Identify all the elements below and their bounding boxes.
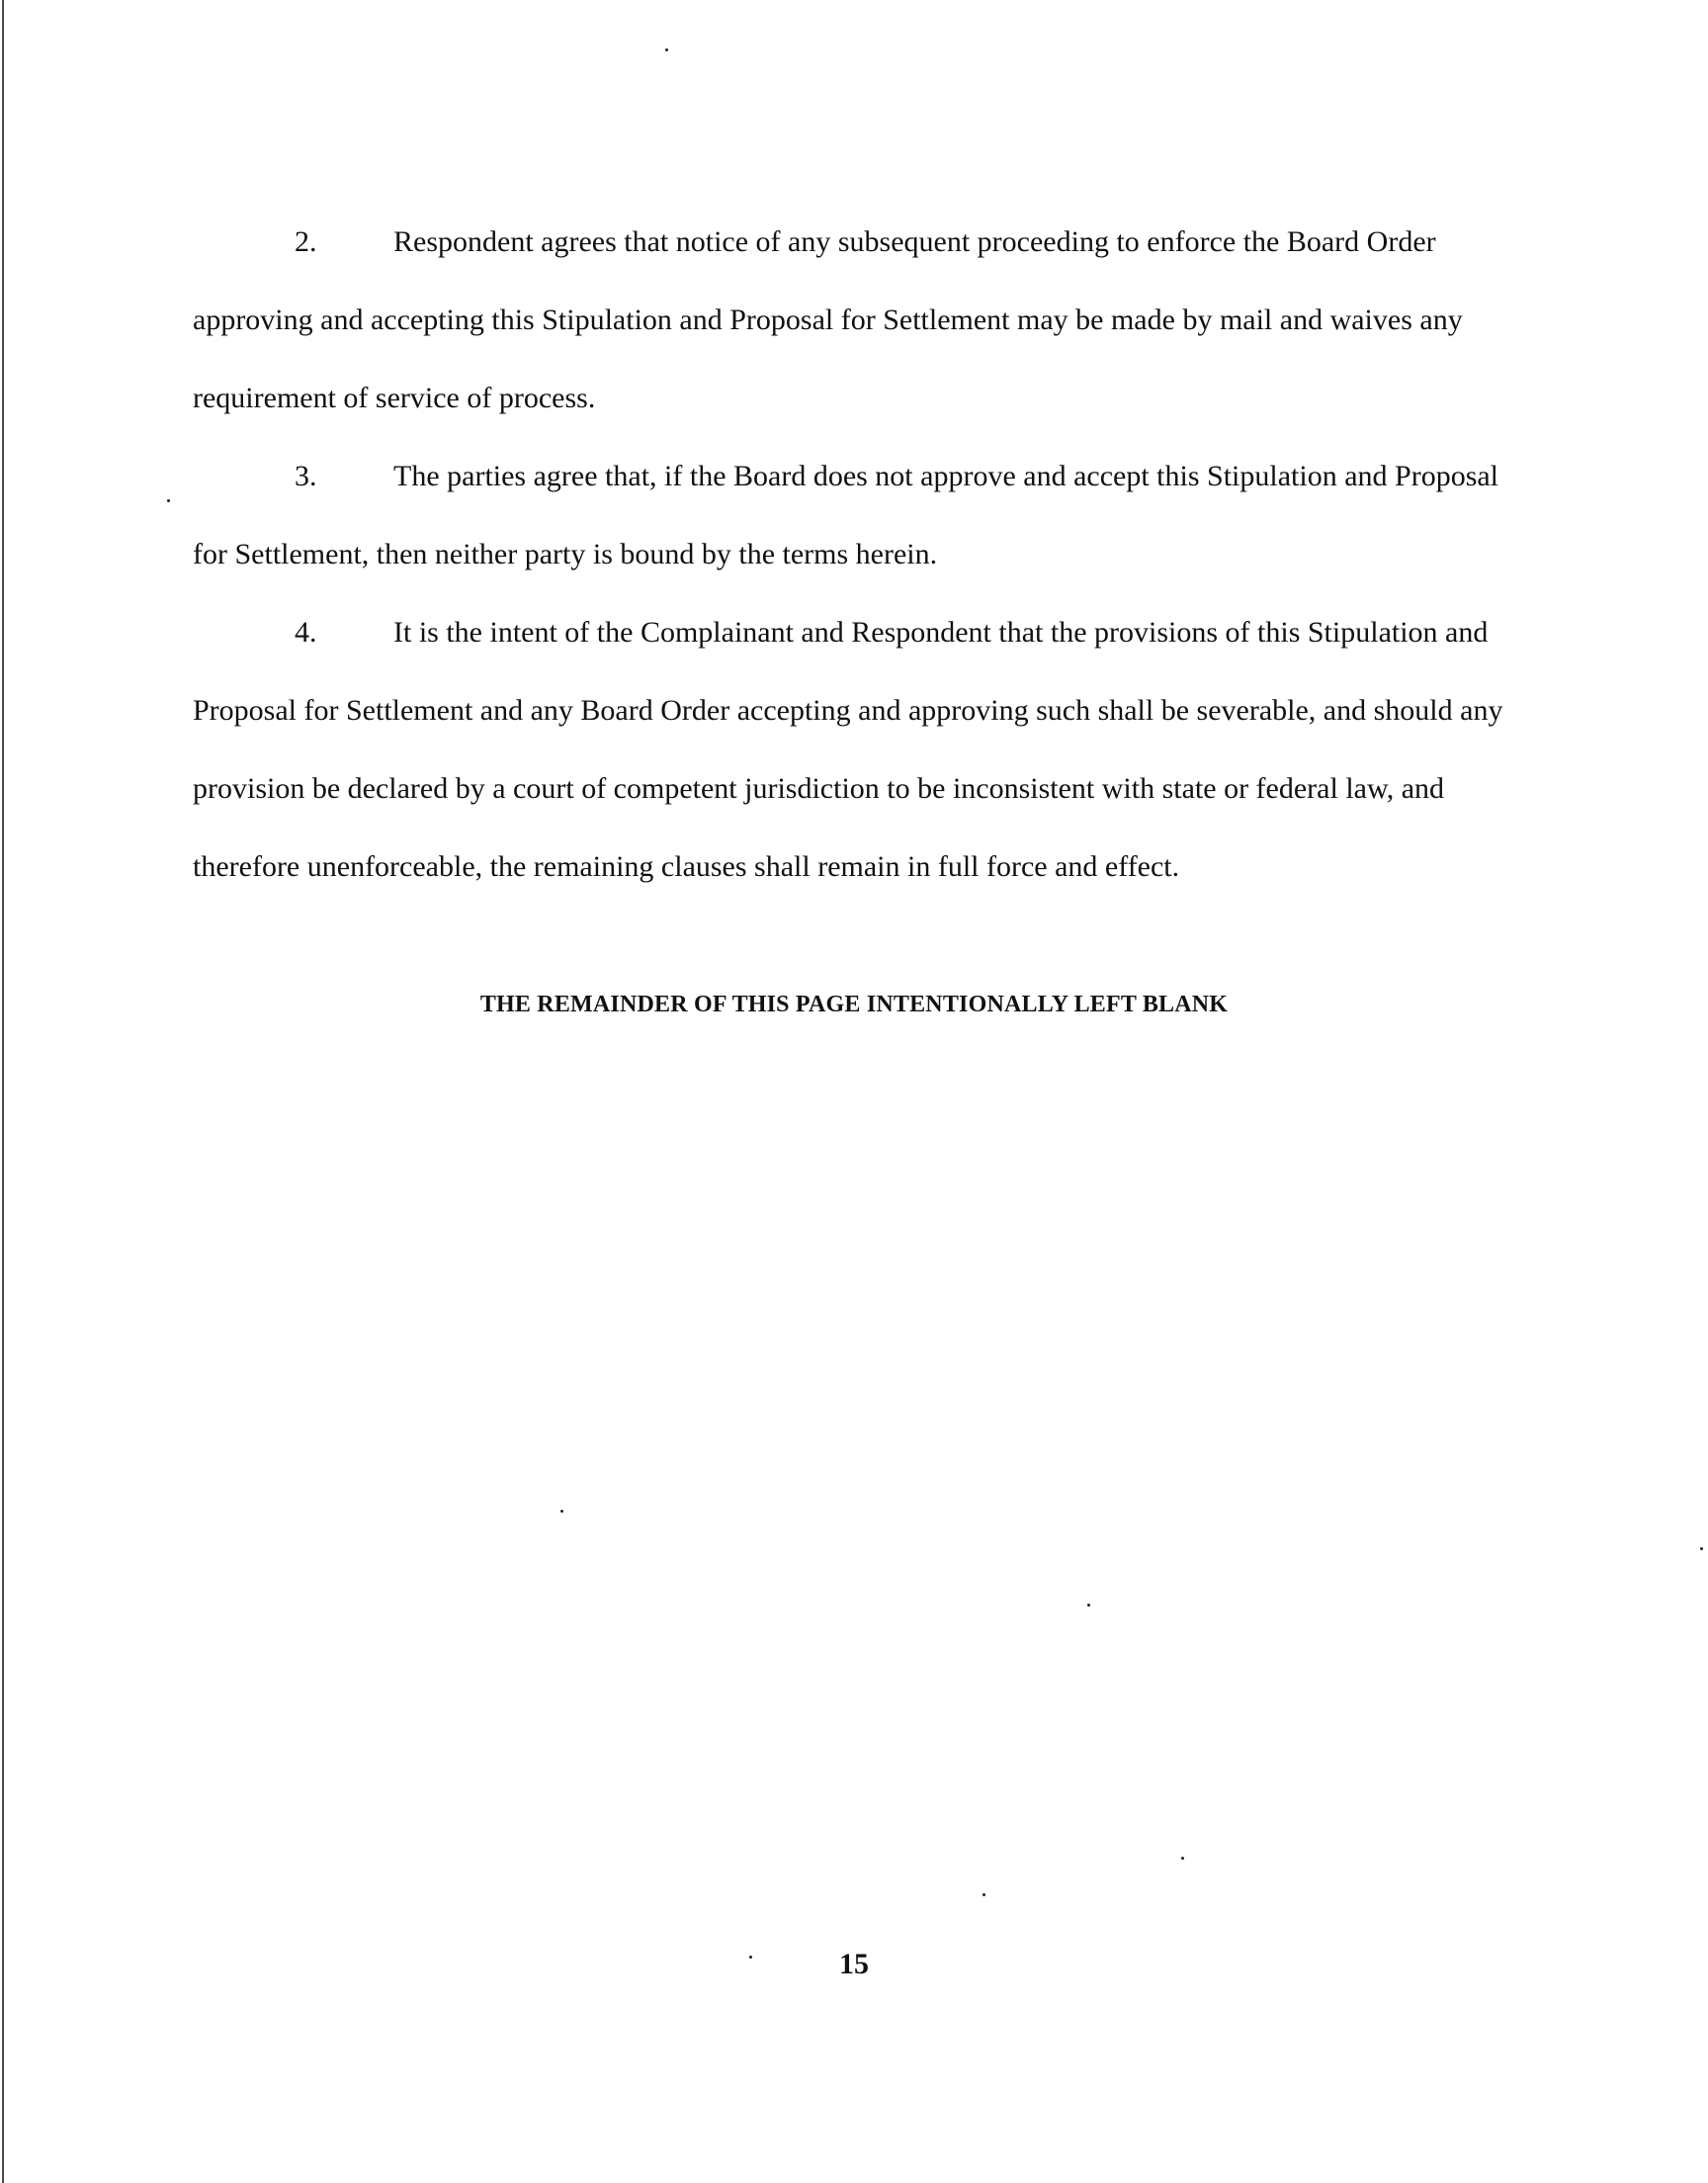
scan-speck bbox=[1181, 1857, 1184, 1860]
scan-speck bbox=[1087, 1604, 1090, 1607]
paragraph-2 bbox=[193, 203, 1507, 437]
scan-speck bbox=[749, 1956, 752, 1959]
paragraph-number: 4. bbox=[295, 616, 317, 649]
paragraph-text: It is the intent of the Complainant and Respondent that the provisions of this Stipulation and Proposal for Settlement and any Board Order accepting and approving such shall be severable, and should any provision be declared by a court of competent jurisdiction to be inconsistent with state or federal law, and therefore unenforceable, the remaining clauses shall remain in full force and effect. bbox=[193, 616, 1503, 883]
paragraph-text: The parties agree that, if the Board does not approve and accept this Stipulation and Proposal for Settlement, then neither party is bound by the terms herein. bbox=[193, 460, 1499, 570]
scan-speck bbox=[1700, 1547, 1703, 1550]
scan-speck bbox=[560, 1510, 563, 1513]
page-number: 15 bbox=[839, 1948, 869, 1980]
paragraph-number: 3. bbox=[295, 460, 317, 492]
scan-speck bbox=[167, 499, 170, 502]
intentionally-blank-notice: THE REMAINDER OF THIS PAGE INTENTIONALLY LEFT BLANK bbox=[479, 992, 1229, 1017]
paragraph-text: Respondent agrees that notice of any subsequent proceeding to enforce the Board Order approving and accepting this Stipulation and Proposal for Settlement may be made by mail and waives any requirement of service of process. bbox=[193, 225, 1463, 414]
paragraph-3 bbox=[193, 437, 1507, 593]
scan-speck bbox=[665, 48, 668, 51]
document-body bbox=[193, 203, 1507, 906]
paragraph-4 bbox=[193, 593, 1507, 906]
scan-edge-line bbox=[2, 0, 4, 2183]
scan-speck bbox=[982, 1893, 985, 1896]
paragraph-number: 2. bbox=[295, 225, 317, 258]
